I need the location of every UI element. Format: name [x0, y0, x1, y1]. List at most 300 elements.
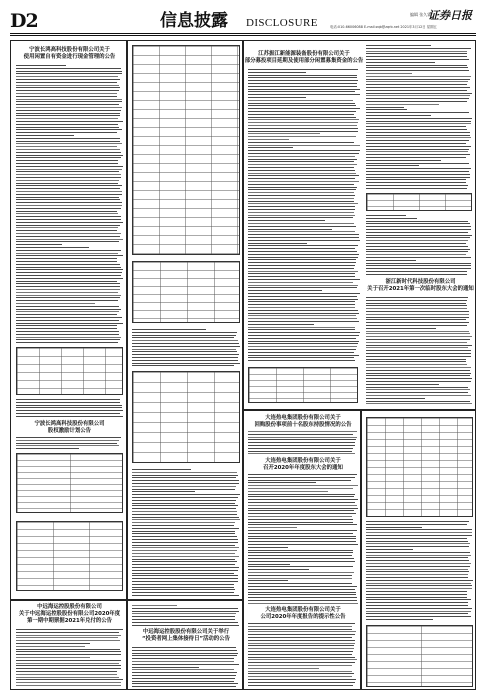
body-text-line: [16, 227, 118, 228]
body-text-line: [366, 104, 439, 105]
body-text-line: [16, 663, 119, 664]
body-text-line: [366, 303, 466, 304]
body-text-line: [16, 121, 123, 122]
body-text-line: [132, 592, 234, 593]
body-text-line: [248, 580, 288, 581]
body-text-line: [248, 516, 352, 517]
body-text-line: [132, 483, 239, 484]
body-text-line: [366, 221, 468, 222]
body-text-line: [132, 653, 238, 654]
body-text-line: [248, 105, 356, 106]
body-text-line: [248, 164, 357, 165]
body-text-line: [248, 203, 358, 204]
body-text-line: [248, 451, 352, 452]
body-text-line: [366, 123, 471, 124]
body-text-line: [16, 90, 119, 91]
data-table: [366, 625, 473, 687]
body-text-line: [248, 502, 355, 503]
body-text-line: [366, 146, 471, 147]
body-text-line: [132, 536, 237, 537]
body-text-line: [366, 79, 470, 80]
body-text-line: [132, 469, 191, 470]
body-text-line: [248, 175, 359, 176]
body-text-line: [248, 108, 360, 109]
body-text-line: [366, 353, 471, 354]
body-text-line: [16, 286, 120, 287]
body-text-line: [366, 319, 466, 320]
body-text-line: [248, 524, 357, 525]
body-text-line: [16, 225, 120, 226]
body-text-line: [132, 678, 235, 679]
body-text-line: [366, 387, 468, 388]
body-text-line: [248, 668, 319, 669]
body-text-line: [248, 659, 357, 660]
body-text-line: [248, 522, 353, 523]
body-text-line: [248, 594, 356, 595]
body-text-line: [248, 254, 359, 255]
body-text-line: [366, 263, 471, 264]
body-text-line: [248, 346, 357, 347]
body-text-line: [366, 168, 471, 169]
body-text-line: [16, 250, 121, 251]
body-text-line: [366, 370, 470, 371]
body-text-line: [248, 453, 355, 454]
body-text-line: [16, 677, 119, 678]
body-text-line: [16, 445, 119, 446]
body-text-line: [248, 299, 358, 300]
body-text-line: [248, 623, 355, 624]
body-text-line: [248, 519, 353, 520]
notice-title-line: 浙江新时代科技股份有限公司: [385, 279, 456, 285]
body-text-line: [16, 132, 117, 133]
body-text-line: [366, 271, 467, 272]
notice-title-line: 大连热电集团股份有限公司关于: [265, 607, 341, 613]
body-text-line: [248, 262, 356, 263]
body-text-line: [248, 482, 316, 483]
body-text-line: [366, 339, 470, 340]
body-text-line: [248, 133, 320, 134]
body-text-line: [248, 445, 355, 446]
body-text-line: [366, 143, 466, 144]
body-text-line: [16, 253, 118, 254]
body-text-line: [132, 613, 236, 614]
notice-title-line: 大连热电集团股份有限公司关于: [265, 458, 341, 464]
body-text-line: [248, 491, 328, 492]
notice-title-line: 宁波长鸿高科技股份有限公司关于: [29, 47, 110, 53]
body-text-line: [16, 443, 117, 444]
body-text-line: [248, 178, 355, 179]
body-text-line: [248, 192, 354, 193]
body-text-line: [248, 237, 359, 238]
body-text-line: [132, 363, 240, 364]
body-text-line: [16, 255, 123, 256]
body-text-line: [366, 375, 470, 376]
body-text-line: [248, 114, 354, 115]
body-text-line: [248, 547, 288, 548]
body-text-line: [366, 588, 472, 589]
body-text-line: [132, 517, 239, 518]
body-text-line: [16, 649, 120, 650]
body-text-line: [366, 101, 467, 102]
body-text-line: [16, 99, 122, 100]
body-text-line: [16, 643, 90, 644]
body-text-line: [16, 448, 79, 449]
body-text-line: [366, 229, 471, 230]
body-text-line: [248, 83, 357, 84]
body-text-line: [366, 160, 441, 161]
body-text-line: [16, 407, 122, 408]
body-text-line: [248, 533, 353, 534]
body-text-line: [366, 398, 425, 399]
body-text-line: [366, 549, 413, 550]
body-text-line: [248, 268, 354, 269]
body-text-line: [366, 76, 471, 77]
body-text-line: [16, 410, 123, 411]
body-text-line: [248, 285, 358, 286]
body-text-line: [16, 85, 119, 86]
body-text-line: [366, 81, 468, 82]
body-text-line: [248, 645, 354, 646]
body-text-line: [16, 651, 121, 652]
body-text-line: [248, 671, 352, 672]
notice-panel-col2: [127, 40, 243, 600]
body-text-line: [16, 191, 122, 192]
body-text-line: [16, 230, 117, 231]
body-text-line: [366, 95, 470, 96]
body-text-line: [132, 505, 238, 506]
body-text-line: [366, 328, 436, 329]
body-text-line: [366, 580, 473, 581]
body-text-line: [16, 325, 117, 326]
body-text-line: [16, 87, 120, 88]
body-text-line: [132, 365, 234, 366]
body-text-line: [16, 314, 117, 315]
data-table: [132, 45, 240, 255]
body-text-line: [248, 474, 357, 475]
body-text-line: [248, 217, 353, 218]
body-text-line: [16, 258, 117, 259]
body-text-line: [16, 311, 119, 312]
body-text-line: [16, 236, 120, 237]
body-text-line: [248, 313, 359, 314]
body-text-line: [366, 53, 467, 54]
body-text-line: [16, 157, 121, 158]
body-text-line: [366, 552, 470, 553]
body-text-line: [132, 494, 240, 495]
body-text-line: [366, 395, 471, 396]
body-text-line: [248, 248, 355, 249]
body-text-line: [366, 118, 472, 119]
body-text-line: [132, 622, 238, 623]
notice-title-line: 第一期中期票据2021年兑付的公告: [26, 618, 113, 624]
body-text-line: [248, 558, 354, 559]
body-text-line: [366, 613, 468, 614]
body-text-line: [366, 361, 466, 362]
body-text-line: [16, 640, 120, 641]
body-text-line: [366, 308, 467, 309]
data-table: [16, 453, 123, 513]
body-text-line: [248, 360, 355, 361]
body-text-line: [366, 384, 439, 385]
body-text-line: [132, 360, 238, 361]
body-text-line: [16, 267, 121, 268]
body-text-line: [132, 559, 235, 560]
body-text-line: [248, 357, 354, 358]
body-text-line: [248, 477, 355, 478]
data-table: [132, 261, 240, 323]
body-text-line: [16, 654, 121, 655]
body-text-line: [366, 560, 469, 561]
body-text-line: [366, 527, 422, 528]
body-text-line: [366, 121, 471, 122]
body-text-line: [248, 352, 354, 353]
body-text-line: [132, 542, 238, 543]
notice-title-line: 江苏振江新能源装备股份有限公司关于: [258, 51, 350, 57]
body-text-line: [132, 349, 236, 350]
body-text-line: [16, 632, 119, 633]
body-text-line: [248, 631, 356, 632]
section-title: 信息披露: [160, 11, 228, 31]
body-text-line: [366, 535, 472, 536]
body-text-line: [248, 494, 355, 495]
body-text-line: [16, 113, 120, 114]
body-text-line: [248, 488, 353, 489]
body-text-line: [16, 115, 120, 116]
body-text-line: [16, 261, 117, 262]
body-text-line: [248, 589, 355, 590]
body-text-line: [16, 166, 123, 167]
body-text-line: [248, 173, 356, 174]
body-text-line: [16, 402, 120, 403]
body-text-line: [16, 208, 121, 209]
body-text-line: [248, 136, 356, 137]
body-text-line: [16, 334, 119, 335]
body-text-line: [366, 73, 412, 74]
body-text-line: [366, 232, 468, 233]
body-text-line: [248, 265, 355, 266]
body-text-line: [248, 682, 355, 683]
body-text-line: [132, 584, 234, 585]
body-text-line: [366, 608, 472, 609]
body-text-line: [366, 163, 469, 164]
body-text-line: [248, 536, 356, 537]
body-text-line: [248, 654, 352, 655]
body-text-line: [132, 570, 238, 571]
body-text-line: [248, 564, 290, 565]
body-text-line: [132, 564, 235, 565]
body-text-line: [366, 126, 466, 127]
body-text-line: [248, 510, 354, 511]
body-text-line: [366, 403, 472, 404]
body-text-line: [16, 118, 118, 119]
notice-panel-col1: [10, 40, 127, 600]
masthead: [10, 10, 476, 32]
body-text-line: [16, 127, 119, 128]
body-text-line: [248, 499, 358, 500]
body-text-line: [366, 179, 466, 180]
body-text-line: [366, 555, 471, 556]
body-text-line: [248, 276, 355, 277]
body-text-line: [366, 51, 467, 52]
body-text-line: [16, 93, 117, 94]
body-text-line: [16, 188, 120, 189]
body-text-line: [248, 122, 358, 123]
body-text-line: [248, 72, 306, 73]
body-text-line: [16, 241, 119, 242]
body-text-line: [366, 325, 467, 326]
body-text-line: [132, 514, 237, 515]
body-text-line: [366, 171, 469, 172]
body-text-line: [248, 128, 358, 129]
body-text-line: [366, 132, 470, 133]
body-text-line: [366, 165, 419, 166]
body-text-line: [132, 669, 234, 670]
page-number: D2: [10, 10, 38, 32]
body-text-line: [16, 138, 120, 139]
masthead-rule: [10, 33, 476, 36]
body-text-line: [248, 485, 358, 486]
body-text-line: [366, 93, 472, 94]
body-text-line: [248, 100, 353, 101]
body-text-line: [366, 524, 467, 525]
body-text-line: [248, 89, 360, 90]
body-text-line: [366, 67, 468, 68]
body-text-line: [132, 357, 238, 358]
body-text-line: [248, 637, 352, 638]
notice-title-line: 中远海运控股股份有限公司: [37, 604, 102, 610]
notice-title-line: 宁波长鸿高科技股份有限公司: [34, 421, 105, 427]
body-text-line: [16, 233, 121, 234]
body-text-line: [132, 545, 235, 546]
body-text-line: [366, 177, 470, 178]
body-text-line: [16, 269, 123, 270]
data-table: [16, 347, 123, 395]
body-text-line: [248, 243, 307, 244]
notice-title-line: 部分募投项目延期及使用部分闲置募集资金的公告: [244, 58, 364, 64]
data-table: [16, 521, 123, 591]
body-text-line: [16, 197, 119, 198]
body-text-line: [366, 185, 468, 186]
body-text-line: [248, 327, 355, 328]
body-text-line: [248, 541, 356, 542]
body-text-line: [366, 378, 472, 379]
body-text-line: [248, 167, 354, 168]
body-text-line: [248, 91, 355, 92]
body-text-line: [132, 480, 239, 481]
body-text-line: [366, 373, 471, 374]
body-text-line: [366, 333, 470, 334]
body-text-line: [132, 658, 234, 659]
body-text-line: [366, 585, 472, 586]
body-text-line: [366, 529, 472, 530]
body-text-line: [16, 674, 117, 675]
body-text-line: [248, 159, 357, 160]
notice-title-line: 召开2020年年度股东大会的通知: [263, 465, 343, 471]
body-text-line: [248, 145, 360, 146]
body-text-line: [366, 151, 468, 152]
body-text-line: [132, 525, 234, 526]
body-text-line: [366, 98, 469, 99]
body-text-line: [248, 550, 353, 551]
body-text-line: [248, 679, 356, 680]
body-text-line: [248, 569, 309, 570]
body-text-line: [132, 486, 236, 487]
body-text-line: [366, 249, 470, 250]
body-text-line: [366, 223, 470, 224]
body-text-line: [248, 335, 359, 336]
body-text-line: [16, 300, 118, 301]
body-text-line: [248, 597, 357, 598]
body-text-line: [132, 346, 240, 347]
body-text-line: [248, 307, 355, 308]
body-text-line: [248, 86, 357, 87]
newspaper-logo: 证券日报: [428, 9, 472, 22]
body-text-line: [16, 149, 120, 150]
body-text-line: [16, 160, 118, 161]
body-text-line: [248, 189, 356, 190]
body-text-line: [16, 272, 122, 273]
body-text-line: [16, 337, 121, 338]
body-text-line: [132, 675, 236, 676]
body-text-line: [16, 637, 118, 638]
data-table: [366, 193, 472, 211]
body-text-line: [366, 331, 469, 332]
notice-panel-col1-bottom: [10, 600, 127, 690]
body-text-line: [16, 216, 121, 217]
body-text-line: [366, 345, 472, 346]
body-text-line: [248, 161, 354, 162]
body-text-line: [16, 309, 121, 310]
body-text-line: [366, 274, 467, 275]
body-text-line: [248, 578, 352, 579]
body-text-line: [366, 235, 472, 236]
body-text-line: [132, 497, 238, 498]
body-text-line: [16, 303, 95, 304]
body-text-line: [366, 594, 467, 595]
body-text-line: [366, 115, 431, 116]
body-text-line: [366, 268, 471, 269]
body-text-line: [16, 124, 118, 125]
body-text-line: [366, 367, 471, 368]
body-text-line: [248, 271, 358, 272]
body-text-line: [132, 611, 239, 612]
body-text-line: [366, 129, 467, 130]
body-text-line: [366, 140, 469, 141]
body-text-line: [248, 442, 355, 443]
notice-title-line: 公司2020年年度报告的提示性公告: [260, 614, 346, 620]
body-text-line: [248, 117, 356, 118]
notice-panel-col4-lower: [361, 410, 476, 690]
body-text-line: [248, 184, 354, 185]
body-text-line: [132, 667, 199, 668]
body-text-line: [16, 646, 85, 647]
body-text-line: [132, 489, 235, 490]
body-text-line: [248, 657, 355, 658]
body-text-line: [366, 521, 469, 522]
body-text-line: [132, 619, 235, 620]
body-text-line: [16, 283, 120, 284]
body-text-line: [132, 528, 239, 529]
body-text-line: [366, 226, 471, 227]
body-text-line: [366, 182, 466, 183]
body-text-line: [366, 359, 466, 360]
notice-panel-col3-lower: [243, 410, 361, 690]
body-text-line: [16, 671, 117, 672]
body-text-line: [132, 332, 237, 333]
body-text-line: [16, 244, 62, 245]
body-text-line: [366, 59, 469, 60]
body-text-line: [16, 211, 117, 212]
